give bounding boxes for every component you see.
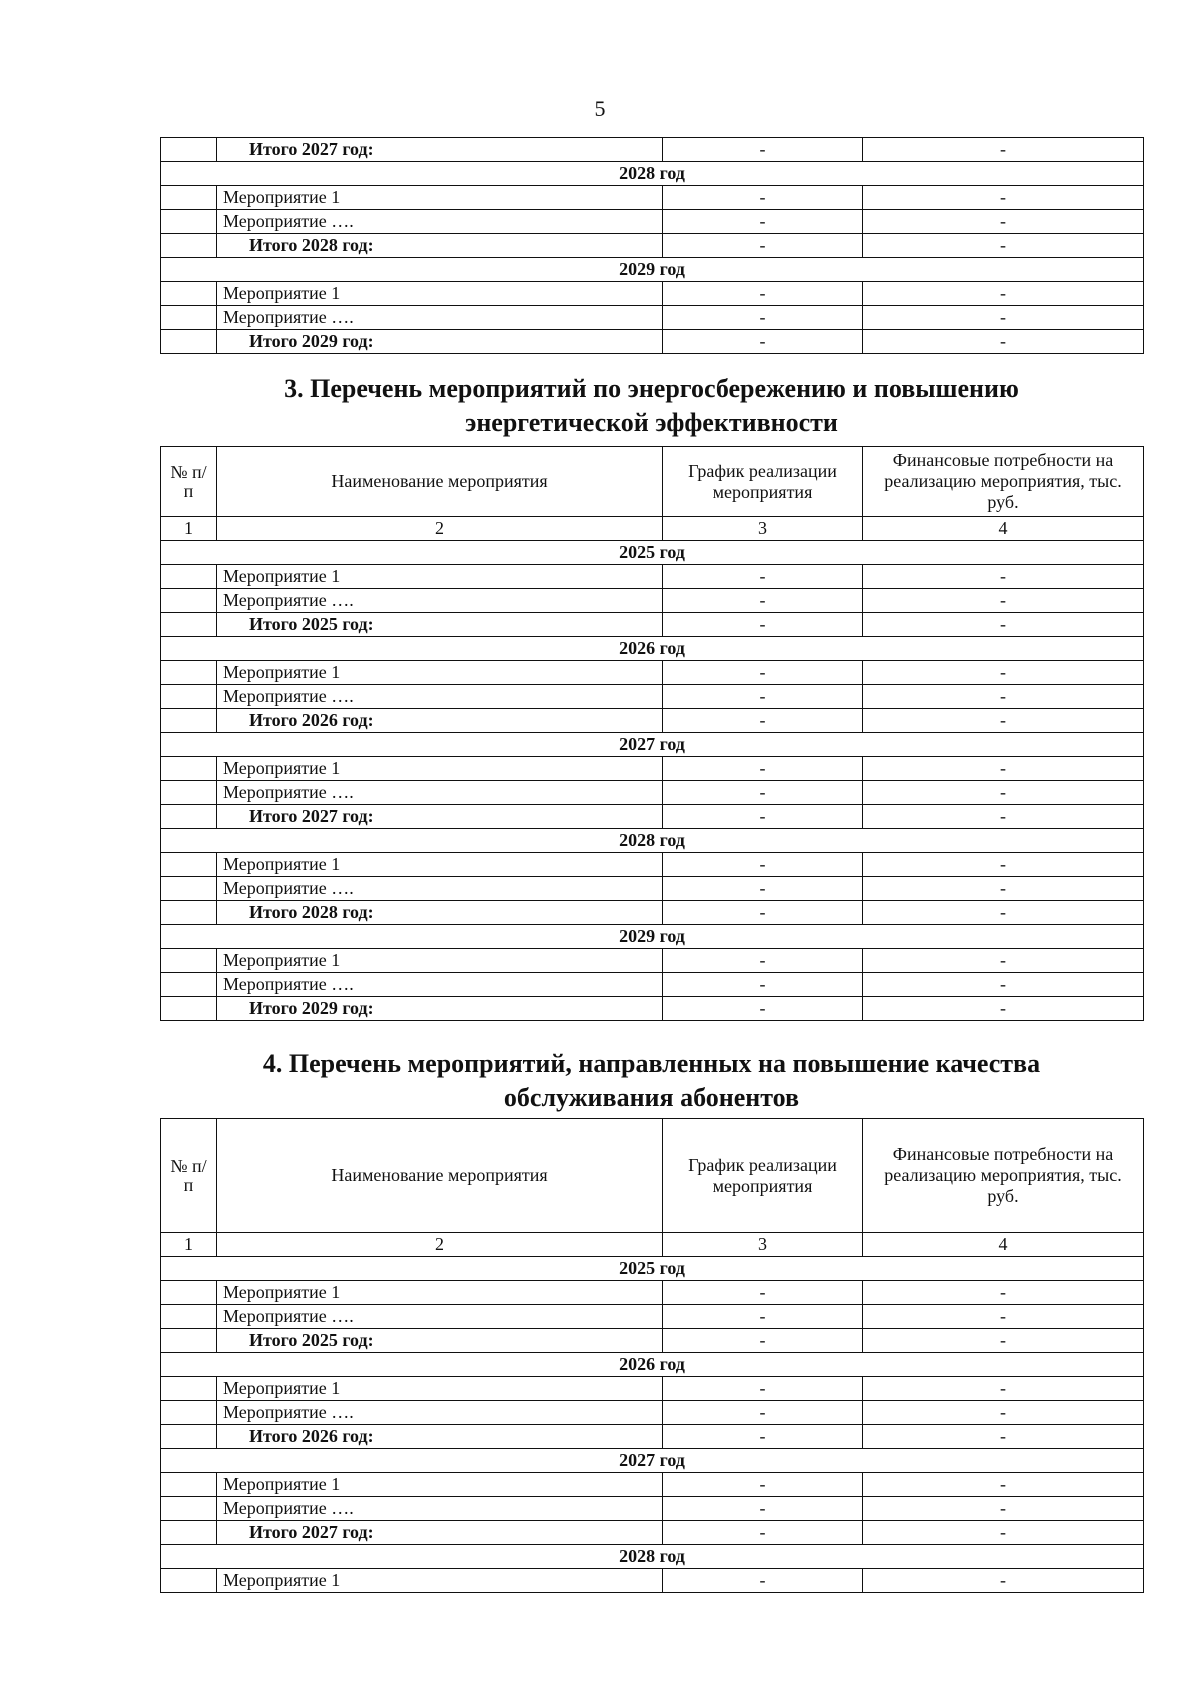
col-number-2: 2	[217, 1233, 663, 1257]
row-number-cell	[161, 877, 217, 901]
activity-name: Мероприятие ….	[217, 306, 663, 330]
header-schedule: График реализации мероприятия	[663, 447, 863, 517]
row-number-cell	[161, 186, 217, 210]
total-row	[161, 1425, 1144, 1449]
total-row	[161, 805, 1144, 829]
total-label: Итого 2028 год:	[217, 234, 663, 258]
activity-name: Мероприятие 1	[217, 565, 663, 589]
total-label: Итого 2027 год:	[217, 138, 663, 162]
finance-value: -	[863, 877, 1144, 901]
schedule-value: -	[663, 306, 863, 330]
activity-name: Мероприятие ….	[217, 1401, 663, 1425]
finance-value: -	[863, 234, 1144, 258]
finance-value: -	[863, 1569, 1144, 1593]
total-row	[161, 330, 1144, 354]
activity-row	[161, 589, 1144, 613]
activity-name: Мероприятие 1	[217, 1473, 663, 1497]
activity-name: Мероприятие 1	[217, 1377, 663, 1401]
schedule-value: -	[663, 997, 863, 1021]
activity-row	[161, 781, 1144, 805]
row-number-cell	[161, 1401, 217, 1425]
year-header-row	[161, 1545, 1144, 1569]
row-number-cell	[161, 589, 217, 613]
year-header-row	[161, 733, 1144, 757]
row-number-cell	[161, 949, 217, 973]
row-number-cell	[161, 613, 217, 637]
schedule-value: -	[663, 709, 863, 733]
total-label: Итого 2025 год:	[217, 1329, 663, 1353]
schedule-value: -	[663, 613, 863, 637]
activity-row	[161, 1569, 1144, 1593]
finance-value: -	[863, 709, 1144, 733]
year-header-row	[161, 1257, 1144, 1281]
col-number-4: 4	[863, 517, 1144, 541]
col-number-1: 1	[161, 517, 217, 541]
schedule-value: -	[663, 781, 863, 805]
finance-value: -	[863, 1281, 1144, 1305]
finance-value: -	[863, 186, 1144, 210]
row-number-cell	[161, 805, 217, 829]
activity-row	[161, 661, 1144, 685]
row-number-cell	[161, 1425, 217, 1449]
year-label: 2028 год	[161, 162, 1144, 186]
row-number-cell	[161, 709, 217, 733]
finance-value: -	[863, 757, 1144, 781]
row-number-cell	[161, 234, 217, 258]
year-label: 2029 год	[161, 258, 1144, 282]
activity-name: Мероприятие ….	[217, 1497, 663, 1521]
schedule-value: -	[663, 853, 863, 877]
schedule-value: -	[663, 1569, 863, 1593]
schedule-value: -	[663, 877, 863, 901]
schedule-value: -	[663, 901, 863, 925]
total-label: Итого 2027 год:	[217, 1521, 663, 1545]
schedule-value: -	[663, 186, 863, 210]
column-numbers-row	[161, 517, 1144, 541]
finance-value: -	[863, 1329, 1144, 1353]
total-label: Итого 2026 год:	[217, 1425, 663, 1449]
row-number-cell	[161, 1521, 217, 1545]
schedule-value: -	[663, 757, 863, 781]
activity-row	[161, 306, 1144, 330]
schedule-value: -	[663, 282, 863, 306]
activity-name: Мероприятие 1	[217, 1281, 663, 1305]
energy-saving-activities-table	[160, 446, 1144, 1021]
finance-value: -	[863, 138, 1144, 162]
row-number-cell	[161, 1377, 217, 1401]
year-label: 2028 год	[161, 829, 1144, 853]
schedule-value: -	[663, 1497, 863, 1521]
header-num: № п/п	[161, 1119, 217, 1233]
section-3-title-line-2: энергетической эффективности	[465, 408, 838, 437]
activity-row	[161, 1401, 1144, 1425]
total-row	[161, 997, 1144, 1021]
row-number-cell	[161, 973, 217, 997]
finance-value: -	[863, 685, 1144, 709]
row-number-cell	[161, 1497, 217, 1521]
row-number-cell	[161, 565, 217, 589]
table-header-row	[161, 1119, 1144, 1233]
row-number-cell	[161, 1305, 217, 1329]
finance-value: -	[863, 1521, 1144, 1545]
finance-value: -	[863, 805, 1144, 829]
total-label: Итого 2025 год:	[217, 613, 663, 637]
finance-value: -	[863, 613, 1144, 637]
schedule-value: -	[663, 1281, 863, 1305]
header-name: Наименование мероприятия	[217, 1119, 663, 1233]
finance-value: -	[863, 565, 1144, 589]
year-header-row	[161, 258, 1144, 282]
finance-value: -	[863, 853, 1144, 877]
finance-value: -	[863, 589, 1144, 613]
activity-row	[161, 973, 1144, 997]
schedule-value: -	[663, 210, 863, 234]
row-number-cell	[161, 685, 217, 709]
col-number-3: 3	[663, 1233, 863, 1257]
row-number-cell	[161, 306, 217, 330]
section-4-title-line-2: обслуживания абонентов	[503, 1083, 800, 1112]
activity-name: Мероприятие ….	[217, 210, 663, 234]
activity-row	[161, 1377, 1144, 1401]
total-label: Итого 2029 год:	[217, 330, 663, 354]
total-label: Итого 2026 год:	[217, 709, 663, 733]
total-row	[161, 1521, 1144, 1545]
finance-value: -	[863, 1401, 1144, 1425]
schedule-value: -	[663, 234, 863, 258]
year-header-row	[161, 1353, 1144, 1377]
year-label: 2027 год	[161, 733, 1144, 757]
finance-value: -	[863, 1497, 1144, 1521]
total-row	[161, 138, 1144, 162]
col-number-4: 4	[863, 1233, 1144, 1257]
finance-value: -	[863, 1305, 1144, 1329]
row-number-cell	[161, 1329, 217, 1353]
section-3-title	[160, 372, 1143, 440]
schedule-value: -	[663, 330, 863, 354]
finance-value: -	[863, 1425, 1144, 1449]
finance-value: -	[863, 1473, 1144, 1497]
section-3-title-line-1: 3. Перечень мероприятий по энергосбережению и повышению	[284, 374, 1019, 403]
header-schedule: График реализации мероприятия	[663, 1119, 863, 1233]
finance-value: -	[863, 973, 1144, 997]
finance-value: -	[863, 997, 1144, 1021]
year-label: 2026 год	[161, 637, 1144, 661]
activity-name: Мероприятие 1	[217, 1569, 663, 1593]
total-label: Итого 2029 год:	[217, 997, 663, 1021]
activity-name: Мероприятие 1	[217, 853, 663, 877]
header-name: Наименование мероприятия	[217, 447, 663, 517]
activity-row	[161, 1305, 1144, 1329]
total-row	[161, 709, 1144, 733]
activities-table-continued	[160, 137, 1144, 354]
activity-name: Мероприятие ….	[217, 1305, 663, 1329]
schedule-value: -	[663, 1305, 863, 1329]
header-num: № п/п	[161, 447, 217, 517]
activity-row	[161, 565, 1144, 589]
row-number-cell	[161, 282, 217, 306]
schedule-value: -	[663, 1401, 863, 1425]
year-label: 2025 год	[161, 1257, 1144, 1281]
schedule-value: -	[663, 973, 863, 997]
finance-value: -	[863, 330, 1144, 354]
finance-value: -	[863, 949, 1144, 973]
finance-value: -	[863, 306, 1144, 330]
schedule-value: -	[663, 1377, 863, 1401]
year-header-row	[161, 162, 1144, 186]
schedule-value: -	[663, 805, 863, 829]
activity-row	[161, 186, 1144, 210]
total-row	[161, 1329, 1144, 1353]
row-number-cell	[161, 997, 217, 1021]
activity-name: Мероприятие ….	[217, 973, 663, 997]
schedule-value: -	[663, 565, 863, 589]
activity-name: Мероприятие 1	[217, 661, 663, 685]
activity-row	[161, 853, 1144, 877]
activity-name: Мероприятие ….	[217, 589, 663, 613]
schedule-value: -	[663, 1473, 863, 1497]
activity-row	[161, 282, 1144, 306]
year-header-row	[161, 541, 1144, 565]
total-row	[161, 234, 1144, 258]
year-label: 2025 год	[161, 541, 1144, 565]
header-finance: Финансовые потребности на реализацию мероприятия, тыс. руб.	[863, 447, 1144, 517]
activity-row	[161, 877, 1144, 901]
finance-value: -	[863, 901, 1144, 925]
finance-value: -	[863, 661, 1144, 685]
year-header-row	[161, 829, 1144, 853]
column-numbers-row	[161, 1233, 1144, 1257]
section-4-title-line-1: 4. Перечень мероприятий, направленных на повышение качества	[262, 1049, 1041, 1078]
activity-row	[161, 949, 1144, 973]
row-number-cell	[161, 210, 217, 234]
finance-value: -	[863, 781, 1144, 805]
col-number-3: 3	[663, 517, 863, 541]
schedule-value: -	[663, 1329, 863, 1353]
schedule-value: -	[663, 1425, 863, 1449]
schedule-value: -	[663, 685, 863, 709]
row-number-cell	[161, 901, 217, 925]
total-row	[161, 613, 1144, 637]
finance-value: -	[863, 1377, 1144, 1401]
finance-value: -	[863, 282, 1144, 306]
row-number-cell	[161, 1473, 217, 1497]
col-number-2: 2	[217, 517, 663, 541]
total-label: Итого 2027 год:	[217, 805, 663, 829]
section-4-title	[160, 1047, 1143, 1115]
subscriber-service-activities-table	[160, 1118, 1144, 1593]
activity-name: Мероприятие ….	[217, 877, 663, 901]
activity-name: Мероприятие ….	[217, 685, 663, 709]
total-label: Итого 2028 год:	[217, 901, 663, 925]
activity-row	[161, 757, 1144, 781]
activity-name: Мероприятие 1	[217, 949, 663, 973]
year-label: 2029 год	[161, 925, 1144, 949]
activity-name: Мероприятие ….	[217, 781, 663, 805]
col-number-1: 1	[161, 1233, 217, 1257]
year-label: 2028 год	[161, 1545, 1144, 1569]
activity-row	[161, 1281, 1144, 1305]
activity-row	[161, 1473, 1144, 1497]
activity-name: Мероприятие 1	[217, 282, 663, 306]
row-number-cell	[161, 1569, 217, 1593]
year-header-row	[161, 925, 1144, 949]
year-label: 2027 год	[161, 1449, 1144, 1473]
activity-name: Мероприятие 1	[217, 757, 663, 781]
row-number-cell	[161, 138, 217, 162]
row-number-cell	[161, 853, 217, 877]
row-number-cell	[161, 781, 217, 805]
schedule-value: -	[663, 1521, 863, 1545]
year-header-row	[161, 637, 1144, 661]
activity-row	[161, 210, 1144, 234]
table-header-row	[161, 447, 1144, 517]
schedule-value: -	[663, 138, 863, 162]
row-number-cell	[161, 1281, 217, 1305]
schedule-value: -	[663, 661, 863, 685]
schedule-value: -	[663, 949, 863, 973]
activity-row	[161, 685, 1144, 709]
row-number-cell	[161, 661, 217, 685]
schedule-value: -	[663, 589, 863, 613]
finance-value: -	[863, 210, 1144, 234]
year-header-row	[161, 1449, 1144, 1473]
total-row	[161, 901, 1144, 925]
row-number-cell	[161, 757, 217, 781]
year-label: 2026 год	[161, 1353, 1144, 1377]
header-finance: Финансовые потребности на реализацию мероприятия, тыс. руб.	[863, 1119, 1144, 1233]
row-number-cell	[161, 330, 217, 354]
page-number: 5	[594, 96, 606, 121]
activity-name: Мероприятие 1	[217, 186, 663, 210]
activity-row	[161, 1497, 1144, 1521]
